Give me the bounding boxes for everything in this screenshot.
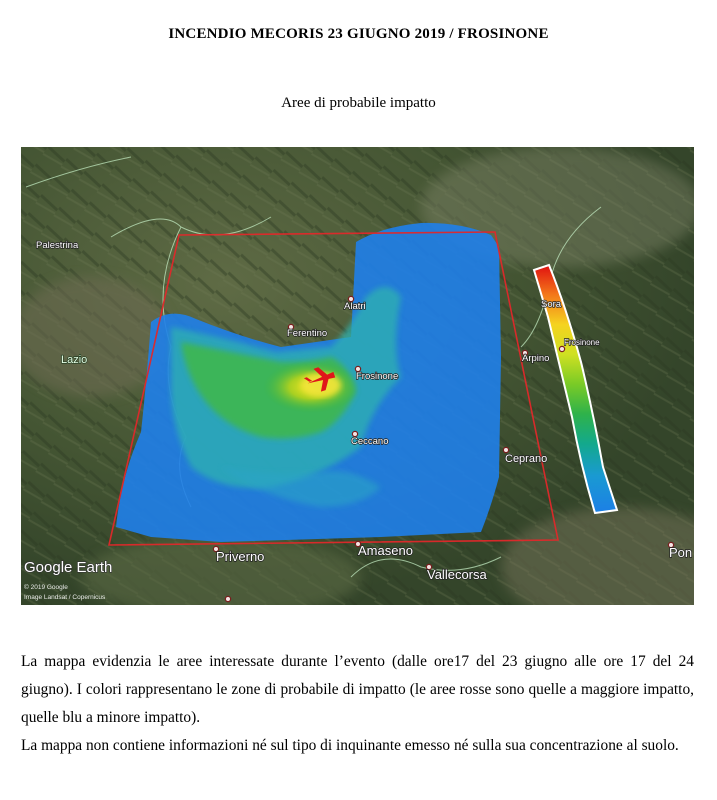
- region-label-lazio: Lazio: [61, 354, 88, 366]
- place-label-frosinone-scale: Frosinone: [564, 338, 600, 347]
- place-label-pon: Pon: [669, 545, 693, 560]
- place-label-priverno: Priverno: [216, 549, 265, 564]
- document-subtitle: Aree di probabile impatto: [281, 95, 436, 111]
- map-svg: [21, 147, 694, 605]
- place-label-sora: Sora: [541, 299, 562, 310]
- map-credit-google: © 2019 Google: [24, 584, 68, 591]
- google-earth-logo: Google Earth: [24, 559, 113, 576]
- place-label-arpino: Arpino: [522, 353, 550, 364]
- place-label-ceprano: Ceprano: [505, 453, 548, 465]
- place-label-ferentino: Ferentino: [287, 328, 328, 339]
- place-label-vallecorsa: Vallecorsa: [427, 567, 487, 582]
- place-label-frosinone: Frosinone: [356, 371, 399, 382]
- map-credit-imagery: Image Landsat / Copernicus: [24, 594, 106, 601]
- place-label-ceccano: Ceccano: [351, 436, 389, 447]
- description-paragraph-1: La mappa evidenzia le aree interessate durante l’evento (dalle ore17 del 23 giugno alle ore 17 del 24 giugno). I colori rappresentano le zone di probabile di impatto (le aree rosse sono quelle a maggiore impatto, quelle blu a minore impatto).: [21, 653, 694, 726]
- description-text: [21, 648, 694, 760]
- place-label-amaseno: Amaseno: [358, 543, 413, 558]
- place-label-palestrina: Palestrina: [36, 240, 79, 251]
- map-image[interactable]: [21, 147, 694, 605]
- place-label-alatri: Alatri: [344, 301, 366, 312]
- description-paragraph-2: La mappa non contiene informazioni né sul tipo di inquinante emesso né sulla sua concentrazione al suolo.: [21, 737, 679, 754]
- document-title: INCENDIO MECORIS 23 GIUGNO 2019 / FROSINONE: [168, 26, 549, 42]
